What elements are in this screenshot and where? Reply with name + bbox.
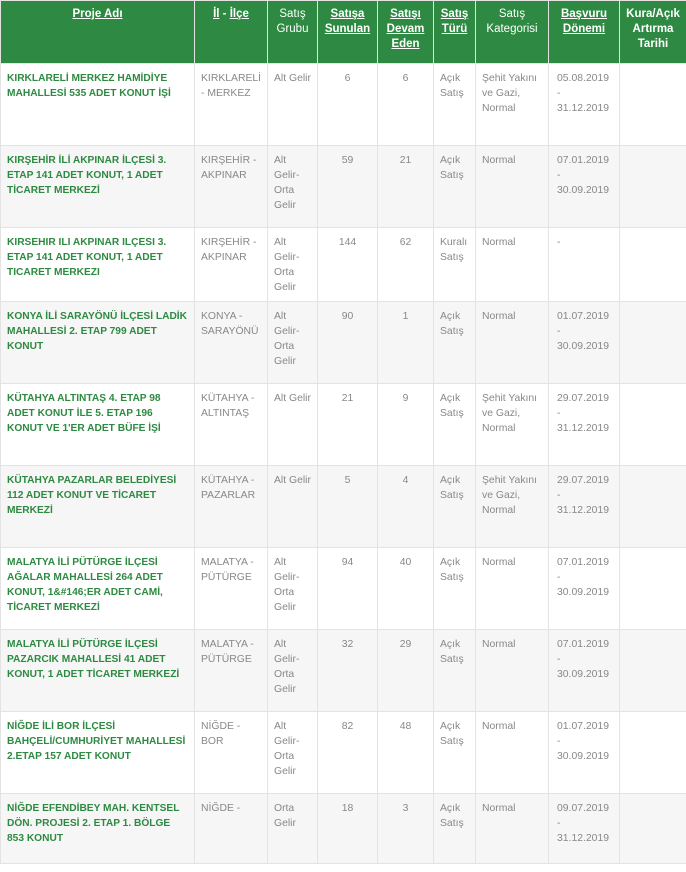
draw-date-cell	[620, 64, 686, 146]
sales-group-cell: Orta Gelir	[268, 794, 318, 864]
column-header-draw-date: Kura/Açık Artırma Tarihi	[620, 1, 686, 64]
ongoing-count-cell: 3	[378, 794, 434, 864]
ongoing-count-cell: 48	[378, 712, 434, 794]
draw-date-cell	[620, 146, 686, 228]
offered-count-cell: 6	[318, 64, 378, 146]
ongoing-count-cell: 6	[378, 64, 434, 146]
ongoing-count-cell: 40	[378, 548, 434, 630]
table-row	[1, 794, 686, 864]
application-period-cell: 01.07.2019 - 30.09.2019	[549, 712, 620, 794]
offered-count-cell: 32	[318, 630, 378, 712]
draw-date-cell	[620, 384, 686, 466]
draw-date-cell	[620, 466, 686, 548]
city-district-cell: KÜTAHYA - PAZARLAR	[195, 466, 268, 548]
project-name-link[interactable]: KÜTAHYA PAZARLAR BELEDİYESİ 112 ADET KONUT VE TİCARET MERKEZİ	[1, 466, 195, 548]
project-name-link[interactable]: KÜTAHYA ALTINTAŞ 4. ETAP 98 ADET KONUT İLE 5. ETAP 196 KONUT VE 1'ER ADET BÜFE İŞİ	[1, 384, 195, 466]
sales-group-cell: Alt Gelir-Orta Gelir	[268, 712, 318, 794]
sales-category-cell: Normal	[476, 630, 549, 712]
column-header-offered[interactable]: Satışa Sunulan	[318, 1, 378, 64]
sales-type-cell: Açık Satış	[434, 302, 476, 384]
project-name-link[interactable]: NİĞDE İLİ BOR İLÇESİ BAHÇELİ/CUMHURİYET MAHALLESİ 2.ETAP 157 ADET KONUT	[1, 712, 195, 794]
ongoing-count-cell: 29	[378, 630, 434, 712]
city-district-cell: MALATYA - PÜTÜRGE	[195, 630, 268, 712]
application-period-cell: 05.08.2019 - 31.12.2019	[549, 64, 620, 146]
sales-category-cell: Şehit Yakını ve Gazi, Normal	[476, 64, 549, 146]
sales-category-cell: Normal	[476, 548, 549, 630]
sales-type-cell: Açık Satış	[434, 64, 476, 146]
offered-count-cell: 94	[318, 548, 378, 630]
column-header-sales-type[interactable]: Satış Türü	[434, 1, 476, 64]
city-district-cell: KÜTAHYA - ALTINTAŞ	[195, 384, 268, 466]
sales-type-cell: Açık Satış	[434, 146, 476, 228]
ongoing-count-cell: 9	[378, 384, 434, 466]
table-row	[1, 548, 686, 630]
table-row	[1, 712, 686, 794]
table-header-row	[1, 1, 686, 64]
sales-category-cell: Normal	[476, 302, 549, 384]
draw-date-cell	[620, 794, 686, 864]
offered-count-cell: 59	[318, 146, 378, 228]
table-row	[1, 302, 686, 384]
sales-group-cell: Alt Gelir	[268, 64, 318, 146]
application-period-cell: 01.07.2019 - 30.09.2019	[549, 302, 620, 384]
offered-count-cell: 82	[318, 712, 378, 794]
sales-type-cell: Açık Satış	[434, 794, 476, 864]
ongoing-count-cell: 4	[378, 466, 434, 548]
ongoing-count-cell: 62	[378, 228, 434, 302]
project-name-link[interactable]: KIRSEHIR ILI AKPINAR ILÇESI 3. ETAP 141 ADET KONUT, 1 ADET TICARET MERKEZI	[1, 228, 195, 302]
sales-group-cell: Alt Gelir-Orta Gelir	[268, 146, 318, 228]
column-header-ongoing[interactable]: Satışı Devam Eden	[378, 1, 434, 64]
offered-count-cell: 21	[318, 384, 378, 466]
project-name-link[interactable]: MALATYA İLİ PÜTÜRGE İLÇESİ PAZARCIK MAHALLESİ 41 ADET KONUT, 1 ADET TİCARET MERKEZİ	[1, 630, 195, 712]
sales-type-cell: Açık Satış	[434, 548, 476, 630]
sales-category-cell: Normal	[476, 712, 549, 794]
city-district-cell: KIRŞEHİR - AKPINAR	[195, 228, 268, 302]
ongoing-count-cell: 1	[378, 302, 434, 384]
sales-group-cell: Alt Gelir	[268, 384, 318, 466]
sales-category-cell: Normal	[476, 794, 549, 864]
project-name-link[interactable]: NİĞDE EFENDİBEY MAH. KENTSEL DÖN. PROJESİ 2. ETAP 1. BÖLGE 853 KONUT	[1, 794, 195, 864]
draw-date-cell	[620, 712, 686, 794]
sales-category-cell: Şehit Yakını ve Gazi, Normal	[476, 466, 549, 548]
sales-type-cell: Açık Satış	[434, 630, 476, 712]
offered-count-cell: 5	[318, 466, 378, 548]
column-header-city-district[interactable]: İl - İlçe	[195, 1, 268, 64]
sales-type-cell: Açık Satış	[434, 712, 476, 794]
project-name-link[interactable]: KIRŞEHİR İLİ AKPINAR İLÇESİ 3. ETAP 141 ADET KONUT, 1 ADET TİCARET MERKEZİ	[1, 146, 195, 228]
column-header-application-period[interactable]: Başvuru Dönemi	[549, 1, 620, 64]
offered-count-cell: 144	[318, 228, 378, 302]
sales-category-cell: Normal	[476, 146, 549, 228]
column-header-sales-category: Satış Kategorisi	[476, 1, 549, 64]
sales-group-cell: Alt Gelir-Orta Gelir	[268, 302, 318, 384]
city-district-cell: KONYA - SARAYÖNÜ	[195, 302, 268, 384]
application-period-cell: 29.07.2019 - 31.12.2019	[549, 466, 620, 548]
sales-category-cell: Normal	[476, 228, 549, 302]
project-name-link[interactable]: KONYA İLİ SARAYÖNÜ İLÇESİ LADİK MAHALLESİ 2. ETAP 799 ADET KONUT	[1, 302, 195, 384]
application-period-cell: 07.01.2019 - 30.09.2019	[549, 630, 620, 712]
sales-group-cell: Alt Gelir-Orta Gelir	[268, 630, 318, 712]
city-district-cell: NİĞDE -	[195, 794, 268, 864]
column-header-project-name[interactable]: Proje Adı	[1, 1, 195, 64]
application-period-cell: 09.07.2019 - 31.12.2019	[549, 794, 620, 864]
draw-date-cell	[620, 630, 686, 712]
draw-date-cell	[620, 302, 686, 384]
city-district-cell: NİĞDE - BOR	[195, 712, 268, 794]
sales-group-cell: Alt Gelir-Orta Gelir	[268, 228, 318, 302]
table-row	[1, 146, 686, 228]
city-district-cell: KIRKLARELİ - MERKEZ	[195, 64, 268, 146]
city-district-cell: KIRŞEHİR - AKPINAR	[195, 146, 268, 228]
sales-type-cell: Açık Satış	[434, 384, 476, 466]
project-name-link[interactable]: MALATYA İLİ PÜTÜRGE İLÇESİ AĞALAR MAHALLESİ 264 ADET KONUT, 1&#146;ER ADET CAMİ, TİCARET MERKEZİ	[1, 548, 195, 630]
draw-date-cell	[620, 548, 686, 630]
ongoing-count-cell: 21	[378, 146, 434, 228]
sales-type-cell: Kuralı Satış	[434, 228, 476, 302]
application-period-cell: 07.01.2019 - 30.09.2019	[549, 548, 620, 630]
table-row	[1, 630, 686, 712]
project-name-link[interactable]: KIRKLARELİ MERKEZ HAMİDİYE MAHALLESİ 535 ADET KONUT İŞİ	[1, 64, 195, 146]
draw-date-cell	[620, 228, 686, 302]
sales-type-cell: Açık Satış	[434, 466, 476, 548]
city-district-cell: MALATYA - PÜTÜRGE	[195, 548, 268, 630]
table-row	[1, 384, 686, 466]
sales-group-cell: Alt Gelir-Orta Gelir	[268, 548, 318, 630]
table-row	[1, 466, 686, 548]
offered-count-cell: 18	[318, 794, 378, 864]
application-period-cell: -	[549, 228, 620, 302]
sales-group-cell: Alt Gelir	[268, 466, 318, 548]
application-period-cell: 29.07.2019 - 31.12.2019	[549, 384, 620, 466]
table-row	[1, 64, 686, 146]
application-period-cell: 07.01.2019 - 30.09.2019	[549, 146, 620, 228]
sales-category-cell: Şehit Yakını ve Gazi, Normal	[476, 384, 549, 466]
column-header-sales-group: Satış Grubu	[268, 1, 318, 64]
offered-count-cell: 90	[318, 302, 378, 384]
table-row	[1, 228, 686, 302]
